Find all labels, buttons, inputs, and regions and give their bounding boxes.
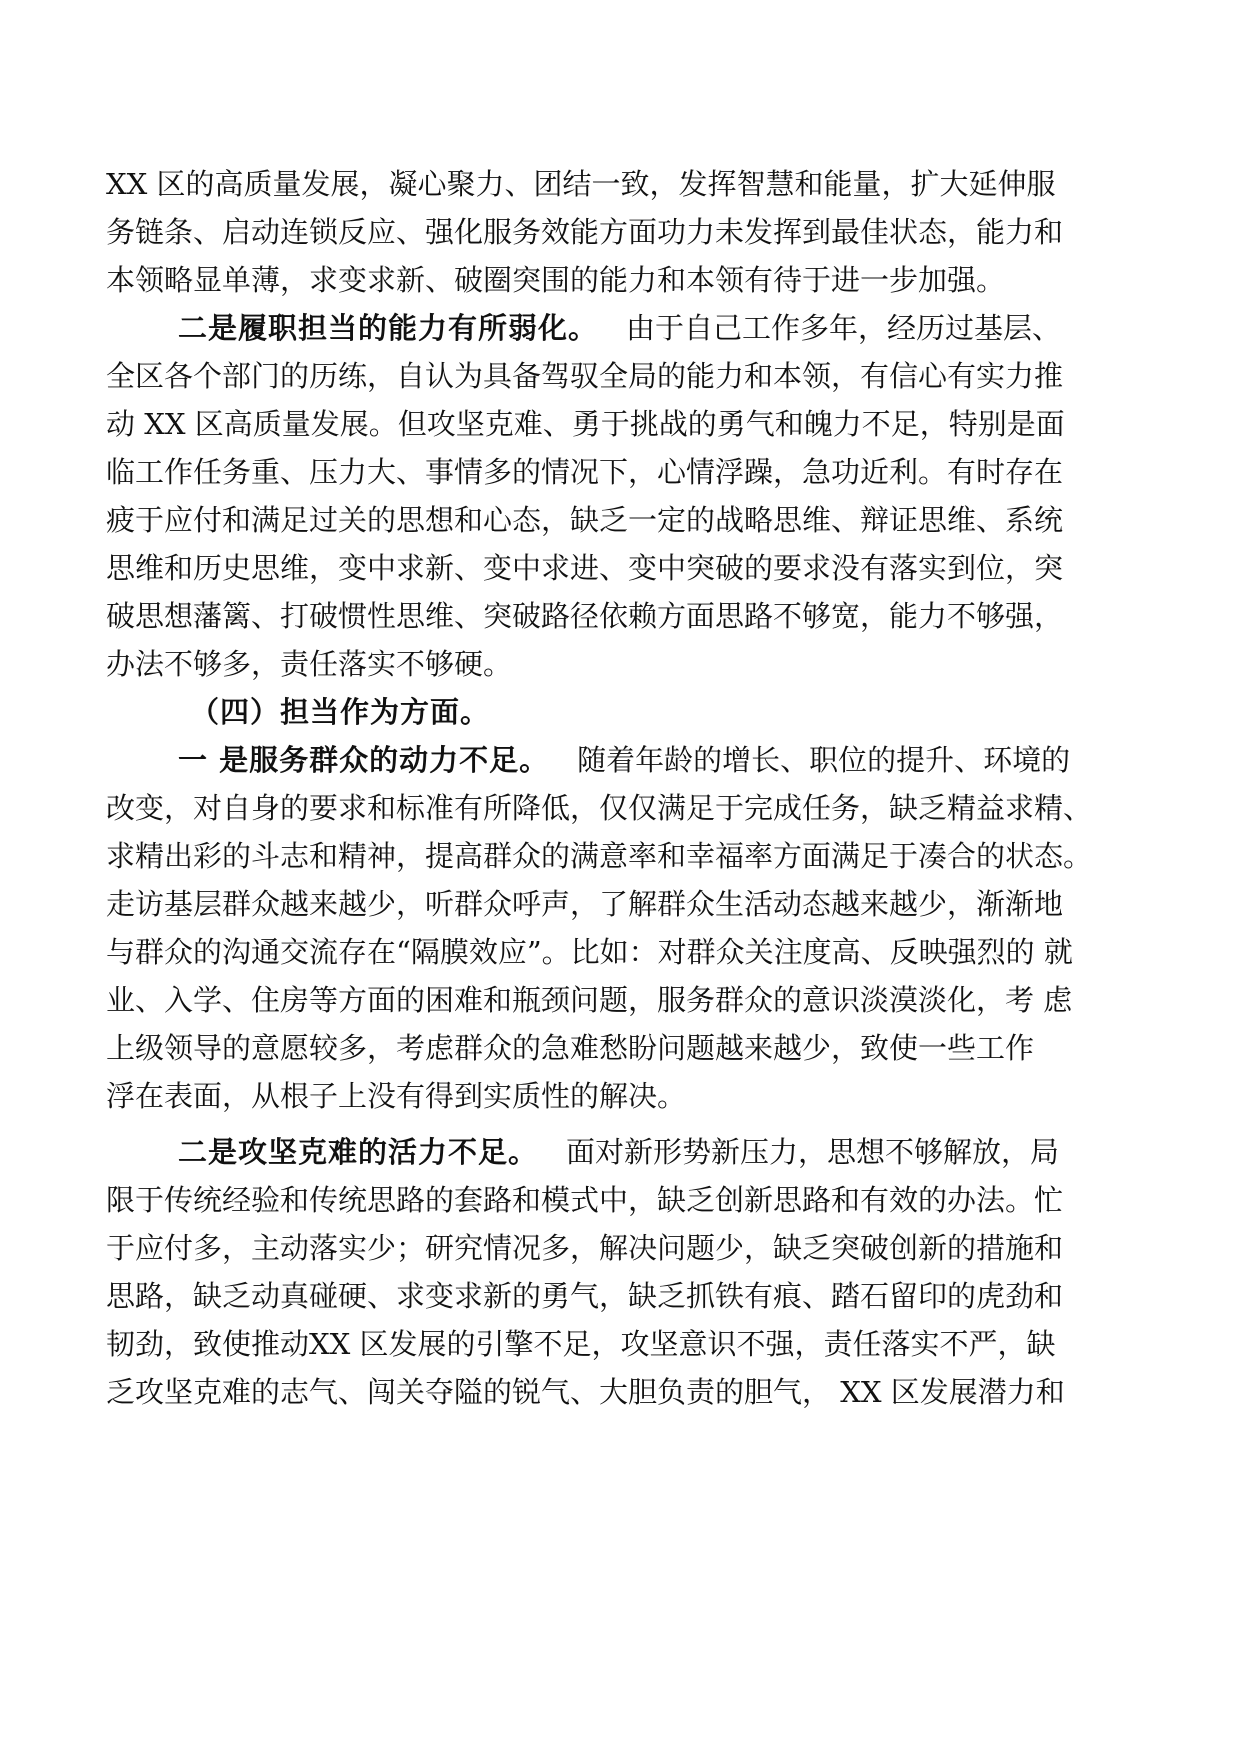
paragraph-1-line: 务链条、启动连锁反应、强化服务效能方面功力未发挥到最佳状态，能力和 bbox=[106, 215, 1064, 249]
paragraph-2-line: 破思想藩篱、打破惯性思维、突破路径依赖方面思路不够宽，能力不够强， bbox=[106, 599, 1064, 633]
paragraph-spacer bbox=[106, 1120, 1146, 1128]
paragraph-3-line: 求精出彩的斗志和精神，提高群众的满意率和幸福率方面满足于凑合的状态。 bbox=[106, 839, 1093, 873]
section-heading: （四）担当作为方面。 bbox=[190, 695, 491, 729]
paragraph-3-line: 与群众的沟通交流存在“隔膜效应”。比如：对群众关注度高、反映强烈的 就 bbox=[106, 935, 1073, 969]
paragraph-3-lead: 一 是服务群众的动力不足。 bbox=[178, 743, 550, 777]
paragraph-1-line: 本领略显单薄，求变求新、破圈突围的能力和本领有待于进一步加强。 bbox=[106, 263, 1006, 297]
paragraph-3-line: 浮在表面，从根子上没有得到实质性的解决。 bbox=[106, 1079, 687, 1113]
paragraph-2-lead: 二是履职担当的能力有所弱化。 bbox=[178, 311, 599, 345]
paragraph-2-line: 疲于应付和满足过关的思想和心态，缺乏一定的战略思维、辩证思维、系统 bbox=[106, 503, 1064, 537]
paragraph-4-lead: 二是攻坚克难的活力不足。 bbox=[178, 1135, 539, 1169]
paragraph-4-line: 韧劲，致使推动XX 区发展的引擎不足，攻坚意识不强，责任落实不严，缺 bbox=[106, 1327, 1056, 1361]
paragraph-4-line: 思路，缺乏动真碰硬、求变求新的勇气，缺乏抓铁有痕、踏石留印的虎劲和 bbox=[106, 1279, 1064, 1313]
paragraph-3-first-line bbox=[106, 736, 1146, 784]
paragraph-2-line: 临工作任务重、压力大、事情多的情况下，心情浮躁，急功近利。有时存在 bbox=[106, 455, 1064, 489]
paragraph-2-first-line bbox=[106, 304, 1146, 352]
document-body bbox=[106, 160, 1146, 1416]
paragraph-1-line: XX 区的高质量发展，凝心聚力、团结一致，发挥智慧和能量，扩大延伸服 bbox=[106, 167, 1056, 201]
paragraph-3-first-line-text: 随着年龄的增长、职位的提升、环境的 bbox=[577, 743, 1071, 777]
paragraph-4-line: 限于传统经验和传统思路的套路和模式中，缺乏创新思路和有效的办法。忙 bbox=[106, 1183, 1064, 1217]
paragraph-4-first-line-text: 面对新形势新压力，思想不够解放，局 bbox=[566, 1135, 1060, 1169]
paragraph-4-line: 于应付多，主动落实少；研究情况多，解决问题少，缺乏突破创新的措施和 bbox=[106, 1231, 1064, 1265]
paragraph-3-line: 改变，对自身的要求和标准有所降低，仅仅满足于完成任务，缺乏精益求精、 bbox=[106, 791, 1093, 825]
paragraph-2-first-line-text: 由于自己工作多年，经历过基层、 bbox=[626, 311, 1062, 345]
paragraph-2-line: 动 XX 区高质量发展。但攻坚克难、勇于挑战的勇气和魄力不足，特别是面 bbox=[106, 407, 1065, 441]
paragraph-3-line: 上级领导的意愿较多，考虑群众的急难愁盼问题越来越少，致使一些工作 bbox=[106, 1031, 1035, 1065]
paragraph-4-first-line bbox=[106, 1128, 1146, 1176]
paragraph-4-line: 乏攻坚克难的志气、闯关夺隘的锐气、大胆负责的胆气， XX 区发展潜力和 bbox=[106, 1375, 1065, 1409]
paragraph-2-line: 办法不够多，责任落实不够硬。 bbox=[106, 647, 513, 681]
paragraph-2-line: 思维和历史思维，变中求新、变中求进、变中突破的要求没有落实到位，突 bbox=[106, 551, 1064, 585]
paragraph-3-line: 业、入学、住房等方面的困难和瓶颈问题，服务群众的意识淡漠淡化，考 虑 bbox=[106, 983, 1073, 1017]
paragraph-2-line: 全区各个部门的历练，自认为具备驾驭全局的能力和本领，有信心有实力推 bbox=[106, 359, 1064, 393]
paragraph-3-line: 走访基层群众越来越少，听群众呼声，了解群众生活动态越来越少，渐渐地 bbox=[106, 887, 1064, 921]
